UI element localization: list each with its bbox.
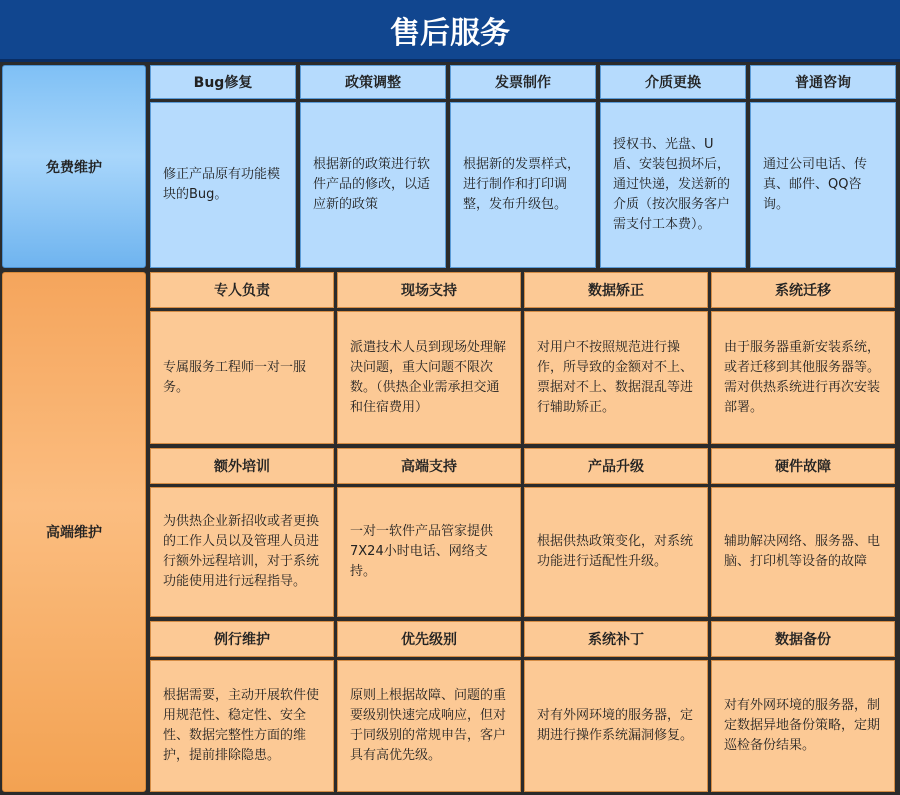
- service-card-title: 数据备份: [711, 621, 895, 657]
- service-card-title: 普通咨询: [750, 65, 896, 99]
- service-card: [600, 65, 746, 268]
- service-card-title: 系统迁移: [711, 272, 895, 308]
- service-card-description: 派遣技术人员到现场处理解决问题，重大问题不限次数。（供热企业需承担交通和住宿费用）: [337, 311, 521, 444]
- service-card-title: 系统补丁: [524, 621, 708, 657]
- service-card: [337, 272, 521, 444]
- service-card-description: 通过公司电话、传真、邮件、QQ咨询。: [750, 102, 896, 268]
- service-card: [150, 621, 334, 792]
- service-card-title: 介质更换: [600, 65, 746, 99]
- service-card-title: 发票制作: [450, 65, 596, 99]
- service-card: [524, 272, 708, 444]
- page-title: 售后服务: [0, 0, 900, 62]
- service-card: [750, 65, 896, 268]
- service-card-description: 辅助解决网络、服务器、电脑、打印机等设备的故障: [711, 487, 895, 617]
- service-card: [524, 621, 708, 792]
- service-card: [450, 65, 596, 268]
- service-card-title: 例行维护: [150, 621, 334, 657]
- service-card-description: 对有外网环境的服务器，制定数据异地备份策略，定期巡检备份结果。: [711, 660, 895, 792]
- service-card-description: 授权书、光盘、U盾、安装包损坏后，通过快递，发送新的介质（按次服务客户需支付工本费）。: [600, 102, 746, 268]
- service-card-title: 产品升级: [524, 448, 708, 484]
- service-card-title: 政策调整: [300, 65, 446, 99]
- service-card-description: 为供热企业新招收或者更换的工作人员以及管理人员进行额外远程培训，对于系统功能使用进行远程指导。: [150, 487, 334, 617]
- service-card-title: 高端支持: [337, 448, 521, 484]
- free-maintenance-label: 免费维护: [2, 65, 146, 268]
- service-card-title: 硬件故障: [711, 448, 895, 484]
- service-card-description: 原则上根据故障、问题的重要级别快速完成响应，但对于同级别的常规申告，客户具有高优先级。: [337, 660, 521, 792]
- service-card-description: 对有外网环境的服务器，定期进行操作系统漏洞修复。: [524, 660, 708, 792]
- service-card-title: Bug修复: [150, 65, 296, 99]
- service-card: [711, 448, 895, 617]
- service-card-description: 由于服务器重新安装系统，或者迁移到其他服务器等。需对供热系统进行再次安装部署。: [711, 311, 895, 444]
- service-card: [524, 448, 708, 617]
- service-card-title: 优先级别: [337, 621, 521, 657]
- service-card-description: 专属服务工程师一对一服务。: [150, 311, 334, 444]
- service-card-description: 对用户不按照规范进行操作，所导致的金额对不上、票据对不上、数据混乱等进行辅助矫正。: [524, 311, 708, 444]
- service-card-description: 根据供热政策变化，对系统功能进行适配性升级。: [524, 487, 708, 617]
- service-card-title: 现场支持: [337, 272, 521, 308]
- service-card: [337, 448, 521, 617]
- service-card: [150, 65, 296, 268]
- service-card: [150, 448, 334, 617]
- service-card-description: 根据需要，主动开展软件使用规范性、稳定性、安全性、数据完整性方面的维护，提前排除隐患。: [150, 660, 334, 792]
- premium-maintenance-label: 高端维护: [2, 272, 146, 792]
- service-card: [711, 272, 895, 444]
- service-card: [300, 65, 446, 268]
- service-card-description: 修正产品原有功能模块的Bug。: [150, 102, 296, 268]
- service-card-description: 根据新的发票样式，进行制作和打印调整，发布升级包。: [450, 102, 596, 268]
- service-card-title: 额外培训: [150, 448, 334, 484]
- service-card-description: 一对一软件产品管家提供7X24小时电话、网络支持。: [337, 487, 521, 617]
- service-card-title: 数据矫正: [524, 272, 708, 308]
- service-card-title: 专人负责: [150, 272, 334, 308]
- service-card-description: 根据新的政策进行软件产品的修改，以适应新的政策: [300, 102, 446, 268]
- service-card: [711, 621, 895, 792]
- service-card: [337, 621, 521, 792]
- service-card: [150, 272, 334, 444]
